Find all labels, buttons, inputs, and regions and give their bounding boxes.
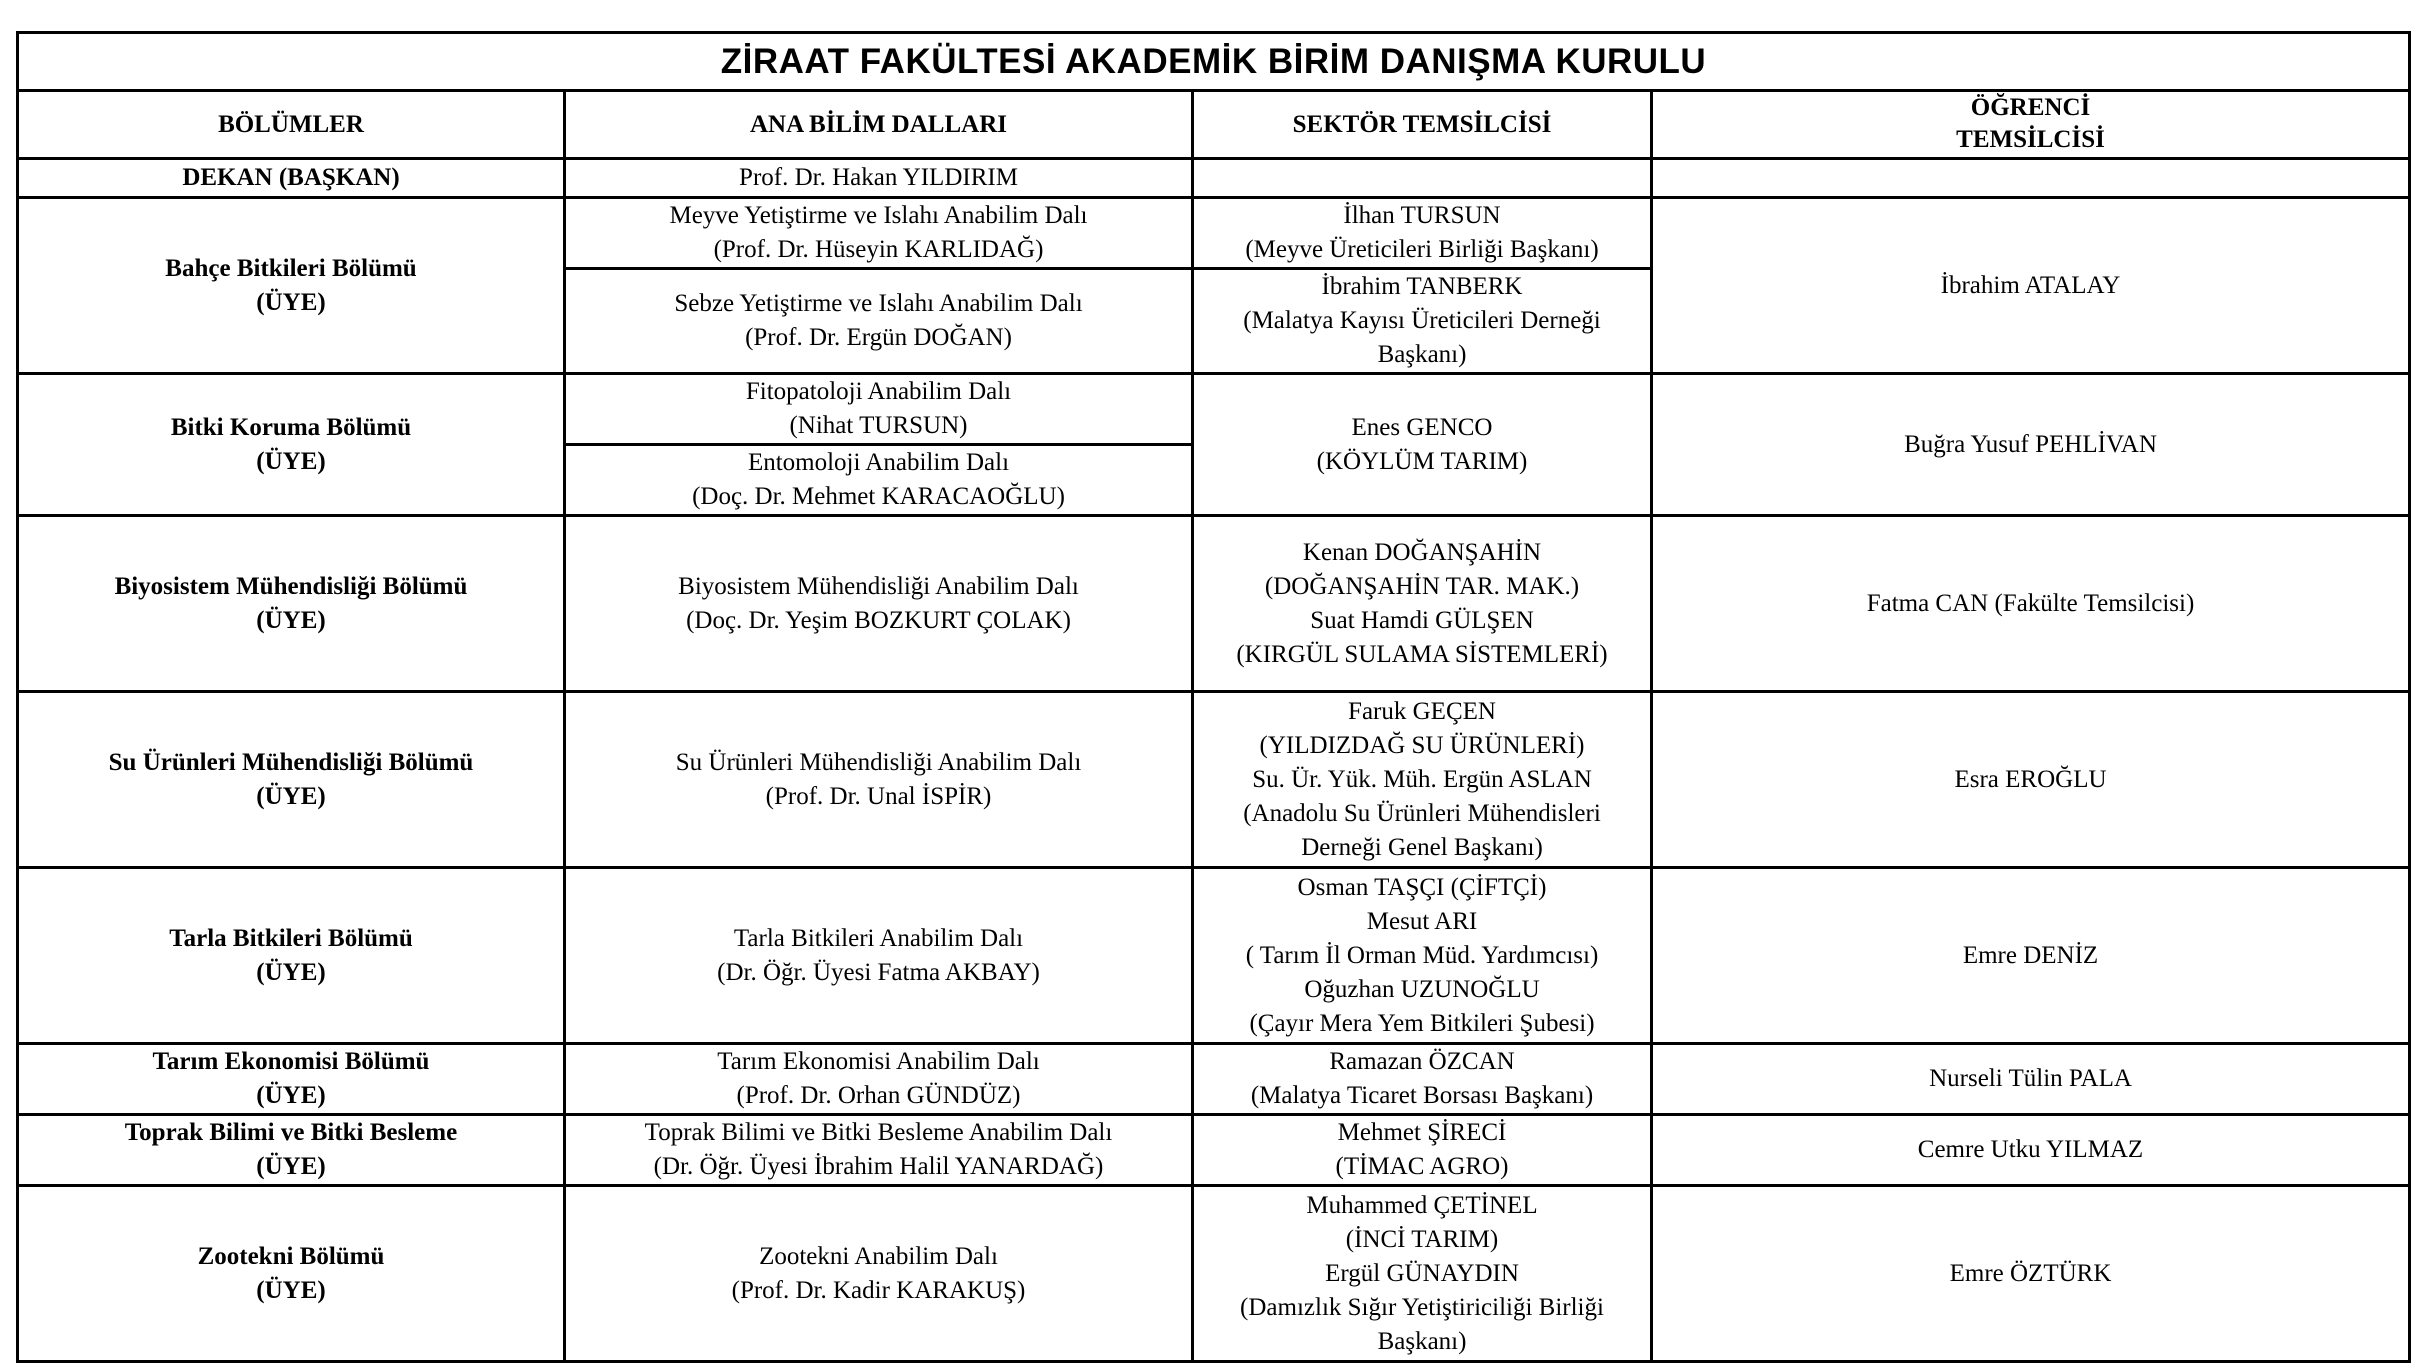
sector-line: Mehmet ŞİRECİ	[1337, 1119, 1507, 1146]
sector-line: (KIRGÜL SULAMA SİSTEMLERİ)	[1236, 640, 1608, 668]
sector-line: Osman TAŞÇI (ÇİFTÇİ)	[1297, 873, 1547, 901]
dept-name: Su Ürünleri Mühendisliği Bölümü	[108, 748, 474, 776]
table-row-bahce-1	[18, 198, 2410, 269]
sector-bahce-1	[1193, 198, 1652, 269]
dept-role: (ÜYE)	[256, 1082, 326, 1109]
sector-line: Ramazan ÖZCAN	[1329, 1048, 1515, 1075]
header-row	[18, 91, 2410, 159]
student-koruma: Buğra Yusuf PEHLİVAN	[1652, 374, 2410, 516]
dekan-row	[18, 159, 2410, 198]
abd-bahce-sebze	[565, 269, 1193, 374]
sector-line: Ergül GÜNAYDIN	[1325, 1259, 1519, 1287]
dept-name: Bahçe Bitkileri Bölümü	[165, 254, 417, 282]
abd-bahce-meyve	[565, 198, 1193, 269]
student-su: Esra EROĞLU	[1652, 692, 2410, 868]
header-bolumler: BÖLÜMLER	[18, 91, 565, 159]
abd-name: Su Ürünleri Mühendisliği Anabilim Dalı	[675, 748, 1082, 776]
sector-line: (Meyve Üreticileri Birliği Başkanı)	[1245, 236, 1599, 263]
sector-line: (Malatya Ticaret Borsası Başkanı)	[1250, 1082, 1594, 1109]
sector-line: İbrahim TANBERK	[1321, 273, 1523, 300]
table-row-ekonomi	[18, 1044, 2410, 1115]
dept-role: (ÜYE)	[256, 1276, 326, 1304]
student-ekonomi: Nurseli Tülin PALA	[1652, 1044, 2410, 1115]
dept-koruma	[18, 374, 565, 516]
dept-name: Biyosistem Mühendisliği Bölümü	[114, 572, 468, 600]
sector-tarla	[1193, 868, 1652, 1044]
sector-su	[1193, 692, 1652, 868]
abd-koruma-fitopatoloji	[565, 374, 1193, 445]
abd-name: Tarla Bitkileri Anabilim Dalı	[733, 924, 1024, 952]
sector-koruma	[1193, 374, 1652, 516]
dekan-label: DEKAN (BAŞKAN)	[18, 159, 565, 198]
table-row-koruma-1	[18, 374, 2410, 445]
advisory-board-table	[16, 31, 2411, 1363]
abd-koruma-entomoloji	[565, 445, 1193, 516]
table-row-zootekni	[18, 1186, 2410, 1362]
page-title: ZİRAAT FAKÜLTESİ AKADEMİK BİRİM DANIŞMA KURULU	[18, 33, 2410, 91]
sector-ekonomi	[1193, 1044, 1652, 1115]
sector-line: (Damızlık Sığır Yetiştiriciliği Birliği	[1240, 1293, 1604, 1321]
table-row-biyosistem	[18, 516, 2410, 692]
sector-biyosistem	[1193, 516, 1652, 692]
dept-role: (ÜYE)	[256, 1153, 326, 1180]
header-ogrenci-line2: TEMSİLCİSİ	[1956, 126, 2105, 153]
dept-role: (ÜYE)	[256, 447, 326, 475]
abd-head: (Prof. Dr. Ergün DOĞAN)	[745, 324, 1012, 351]
abd-head: (Nihat TURSUN)	[789, 412, 968, 439]
dept-role: (ÜYE)	[256, 958, 326, 986]
dept-ekonomi	[18, 1044, 565, 1115]
student-zootekni: Emre ÖZTÜRK	[1652, 1186, 2410, 1362]
dekan-student-empty	[1652, 159, 2410, 198]
abd-head: (Dr. Öğr. Üyesi İbrahim Halil YANARDAĞ)	[653, 1153, 1104, 1180]
abd-head: (Prof. Dr. Kadir KARAKUŞ)	[731, 1276, 1026, 1304]
abd-name: Meyve Yetiştirme ve Islahı Anabilim Dalı	[669, 202, 1088, 229]
dekan-sector-empty	[1193, 159, 1652, 198]
sector-line: Su. Ür. Yük. Müh. Ergün ASLAN	[1252, 765, 1592, 793]
sector-line: Enes GENCO	[1351, 413, 1493, 441]
abd-head: (Prof. Dr. Unal İSPİR)	[765, 782, 992, 810]
sector-line: Başkanı)	[1377, 1327, 1467, 1355]
abd-head: (Prof. Dr. Hüseyin KARLIDAĞ)	[713, 236, 1044, 263]
dept-name: Zootekni Bölümü	[197, 1242, 385, 1270]
abd-head: (Doç. Dr. Mehmet KARACAOĞLU)	[692, 483, 1065, 510]
dekan-name: Prof. Dr. Hakan YILDIRIM	[565, 159, 1193, 198]
abd-name: Toprak Bilimi ve Bitki Besleme Anabilim Dalı	[644, 1119, 1113, 1146]
dept-tarla	[18, 868, 565, 1044]
dept-role: (ÜYE)	[256, 288, 326, 316]
dept-zootekni	[18, 1186, 565, 1362]
abd-name: Tarım Ekonomisi Anabilim Dalı	[717, 1048, 1040, 1075]
sector-bahce-2	[1193, 269, 1652, 374]
sector-line: ( Tarım İl Orman Müd. Yardımcısı)	[1245, 941, 1599, 969]
abd-name: Zootekni Anabilim Dalı	[759, 1242, 998, 1270]
header-ana-bilim-dallari: ANA BİLİM DALLARI	[565, 91, 1193, 159]
dept-role: (ÜYE)	[256, 606, 326, 634]
dept-name: Toprak Bilimi ve Bitki Besleme	[124, 1119, 458, 1146]
abd-zootekni	[565, 1186, 1193, 1362]
sector-line: (YILDIZDAĞ SU ÜRÜNLERİ)	[1259, 731, 1585, 759]
abd-toprak	[565, 1115, 1193, 1186]
sector-line: (Malatya Kayısı Üreticileri Derneği	[1243, 307, 1601, 334]
table-row-tarla	[18, 868, 2410, 1044]
dept-name: Tarım Ekonomisi Bölümü	[152, 1048, 430, 1075]
sector-line: (KÖYLÜM TARIM)	[1316, 447, 1528, 475]
header-sektor-temsilcisi: SEKTÖR TEMSİLCİSİ	[1193, 91, 1652, 159]
sector-zootekni	[1193, 1186, 1652, 1362]
abd-name: Sebze Yetiştirme ve Islahı Anabilim Dalı	[674, 290, 1083, 317]
table-row-su	[18, 692, 2410, 868]
student-bahce: İbrahim ATALAY	[1652, 198, 2410, 374]
dept-bahce	[18, 198, 565, 374]
advisory-board-document	[16, 31, 2408, 1363]
sector-line: (İNCİ TARIM)	[1345, 1225, 1499, 1253]
student-toprak: Cemre Utku YILMAZ	[1652, 1115, 2410, 1186]
sector-line: Suat Hamdi GÜLŞEN	[1310, 606, 1534, 634]
abd-name: Fitopatoloji Anabilim Dalı	[745, 378, 1012, 405]
sector-line: Mesut ARI	[1366, 907, 1478, 935]
sector-line: (Çayır Mera Yem Bitkileri Şubesi)	[1249, 1009, 1595, 1037]
sector-line: (Anadolu Su Ürünleri Mühendisleri	[1243, 799, 1601, 827]
dept-toprak	[18, 1115, 565, 1186]
dept-role: (ÜYE)	[256, 782, 326, 810]
sector-line: İlhan TURSUN	[1343, 202, 1501, 229]
student-tarla: Emre DENİZ	[1652, 868, 2410, 1044]
dept-name: Tarla Bitkileri Bölümü	[169, 924, 413, 952]
sector-line: (DOĞANŞAHİN TAR. MAK.)	[1264, 572, 1580, 600]
abd-ekonomi	[565, 1044, 1193, 1115]
abd-head: (Prof. Dr. Orhan GÜNDÜZ)	[736, 1082, 1021, 1109]
table-row-toprak	[18, 1115, 2410, 1186]
sector-line: Faruk GEÇEN	[1348, 697, 1496, 725]
dept-biyosistem	[18, 516, 565, 692]
sector-line: Kenan DOĞANŞAHİN	[1302, 538, 1542, 566]
title-row	[18, 33, 2410, 91]
abd-tarla	[565, 868, 1193, 1044]
abd-su	[565, 692, 1193, 868]
sector-toprak	[1193, 1115, 1652, 1186]
dept-su	[18, 692, 565, 868]
student-biyosistem: Fatma CAN (Fakülte Temsilcisi)	[1652, 516, 2410, 692]
sector-line: Derneği Genel Başkanı)	[1301, 833, 1543, 861]
sector-line: Oğuzhan UZUNOĞLU	[1304, 975, 1540, 1003]
abd-name: Entomoloji Anabilim Dalı	[747, 449, 1010, 476]
abd-head: (Dr. Öğr. Üyesi Fatma AKBAY)	[717, 958, 1040, 986]
dept-name: Bitki Koruma Bölümü	[170, 413, 412, 441]
abd-biyosistem	[565, 516, 1193, 692]
sector-line: Başkanı)	[1377, 341, 1467, 368]
sector-line: Muhammed ÇETİNEL	[1306, 1191, 1538, 1219]
header-ogrenci-line1: ÖĞRENCİ	[1970, 94, 2091, 121]
header-ogrenci-temsilcisi	[1652, 91, 2410, 159]
abd-head: (Doç. Dr. Yeşim BOZKURT ÇOLAK)	[686, 606, 1071, 634]
sector-line: (TİMAC AGRO)	[1335, 1153, 1509, 1180]
abd-name: Biyosistem Mühendisliği Anabilim Dalı	[678, 572, 1079, 600]
